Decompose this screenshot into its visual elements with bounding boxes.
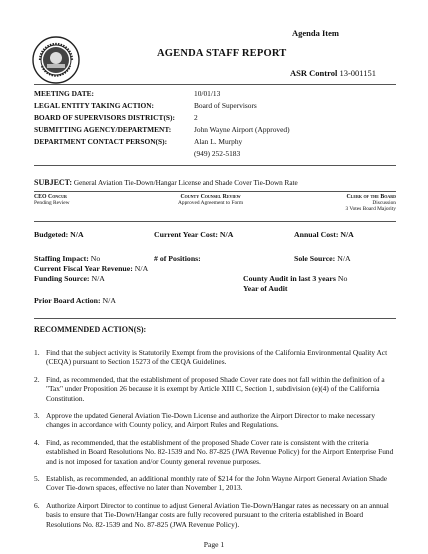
prior-board-action	[34, 296, 116, 305]
meta-label: LEGAL ENTITY TAKING ACTION:	[34, 101, 154, 110]
county-audit	[243, 274, 347, 283]
item-number: 5.	[34, 474, 40, 484]
meta-label: DEPARTMENT CONTACT PERSON(S):	[34, 137, 168, 146]
county-seal-logo	[32, 36, 80, 84]
sole-source-value: N/A	[337, 254, 351, 263]
list-item	[34, 348, 394, 367]
list-item	[34, 438, 394, 466]
county-counsel-label: County Counsel Review	[180, 194, 241, 200]
clerk-of-board	[345, 194, 396, 212]
item-text: Authorize Airport Director to continue to adjust General Aviation Tie-Down/Hangar rates as necessary on an annual basis to ensure that Tie-Down/Hangar costs are fully recovered pursuant to the criteria established in Board Resolutions No. 82-1539 and No. 87-825 (JWA Revenue Policy).	[46, 500, 389, 529]
meta-value: 10/01/13	[194, 89, 221, 98]
ceo-concur-label: CEO Concur	[34, 194, 67, 200]
subject-label: SUBJECT:	[34, 178, 73, 187]
fiscal-label: Current Fiscal Year Revenue:	[34, 264, 133, 273]
subject-value: General Aviation Tie-Down/Hangar License and Shade Cover Tie-Down Rate	[73, 179, 298, 187]
budgeted	[34, 230, 84, 239]
agenda-item-label: Agenda Item	[292, 28, 339, 38]
item-number: 2.	[34, 374, 40, 384]
current-year-cost-text: Current Year Cost: N/A	[154, 230, 234, 239]
year-of-audit-label: Year of Audit	[243, 284, 288, 293]
item-number: 4.	[34, 437, 40, 447]
audit-value: No	[337, 274, 348, 283]
county-counsel-value: Approved Agreement to Form	[178, 200, 244, 206]
funding-source	[34, 274, 105, 283]
recommended-actions-heading: RECOMMENDED ACTION(S):	[34, 325, 147, 334]
item-text: Find, as recommended, that the establishment of proposed Shade Cover rate does not fall within the definition of a "Tax" under Proposition 26 because it is exempt by Article XIII C, Section 1, subdivision (e)(4) of the California Constitution.	[46, 374, 385, 403]
meta-value: John Wayne Airport (Approved)	[194, 125, 290, 134]
divider	[34, 191, 396, 192]
meta-value: 2	[194, 113, 198, 122]
asr-control	[290, 68, 376, 78]
item-number: 3.	[34, 411, 40, 421]
meta-label: BOARD OF SUPERVISORS DISTRICT(S):	[34, 113, 175, 122]
audit-label: County Audit in last 3 years	[243, 274, 336, 283]
clerk-value-votes: 3 Votes Board Majority	[345, 206, 396, 212]
clerk-value-discussion: Discussion	[372, 200, 396, 206]
item-text: Approve the updated General Aviation Tie-Down License and authorize the Airport Director to make necessary changes in accordance with County policy, and Airport Rules and Regulations.	[46, 411, 376, 430]
page-number: Page 1	[203, 540, 225, 549]
subject-line	[34, 178, 298, 187]
sole-source	[294, 254, 351, 263]
item-text: Find that the subject activity is Statutorily Exempt from the provisions of the California Environmental Quality Act (CEQA) pursuant to Section 15273 of the CEQA Guidelines.	[46, 348, 388, 367]
ceo-concur-value: Pending Review	[34, 200, 70, 206]
item-number: 6.	[34, 500, 40, 510]
clerk-label: Clerk of the Board	[346, 194, 396, 200]
fiscal-year-revenue	[34, 264, 148, 273]
annual-cost-text: Annual Cost: N/A	[294, 230, 354, 239]
county-counsel-review	[178, 194, 243, 206]
staffing-impact	[34, 254, 100, 263]
list-item	[34, 501, 394, 529]
positions-label: # of Positions:	[154, 254, 201, 263]
divider	[34, 318, 396, 319]
meta-value: Board of Supervisors	[194, 101, 257, 110]
list-item	[34, 411, 394, 430]
item-number: 1.	[34, 348, 40, 357]
staffing-value: No	[90, 254, 101, 263]
prior-action-label: Prior Board Action:	[34, 296, 101, 305]
positions	[154, 254, 201, 263]
ceo-concur	[34, 194, 69, 206]
funding-value: N/A	[91, 274, 105, 283]
sole-source-label: Sole Source:	[294, 254, 336, 263]
asr-control-label: ASR Control	[290, 68, 338, 78]
meta-value: Alan L. Murphy	[194, 137, 243, 146]
page-title: AGENDA STAFF REPORT	[157, 48, 287, 59]
asr-control-value: 13-001151	[339, 68, 376, 78]
budgeted-text: Budgeted: N/A	[34, 230, 84, 239]
divider	[34, 165, 396, 166]
prior-action-value: N/A	[102, 296, 116, 305]
meta-label: SUBMITTING AGENCY/DEPARTMENT:	[34, 125, 172, 134]
recommended-actions-list	[34, 348, 394, 537]
divider	[34, 221, 396, 222]
year-of-audit	[243, 284, 287, 293]
annual-cost	[294, 230, 354, 239]
list-item	[34, 375, 394, 403]
meta-label: MEETING DATE:	[34, 89, 95, 98]
item-text: Find, as recommended, that the establishment of the proposed Shade Cover rate is consistent with the criteria established in Board Resolutions No. 82-1539 and No. 87-825 (JWA Revenue Policy) for the Airport Enterprise Fund and is not imposed for taxation and/or County general revenue purposes.	[46, 437, 394, 466]
divider	[34, 84, 396, 85]
list-item	[34, 474, 394, 493]
item-text: Establish, as recommended, an additional monthly rate of $214 for the John Wayne Airport General Aviation Shade Cover Tie-down spaces, effective no later than November 1, 2013.	[46, 474, 388, 493]
meta-value: (949) 252-5183	[194, 149, 241, 158]
fiscal-value: N/A	[134, 264, 149, 273]
staffing-label: Staffing Impact:	[34, 254, 89, 263]
funding-label: Funding Source:	[34, 274, 90, 283]
current-year-cost	[154, 230, 233, 239]
